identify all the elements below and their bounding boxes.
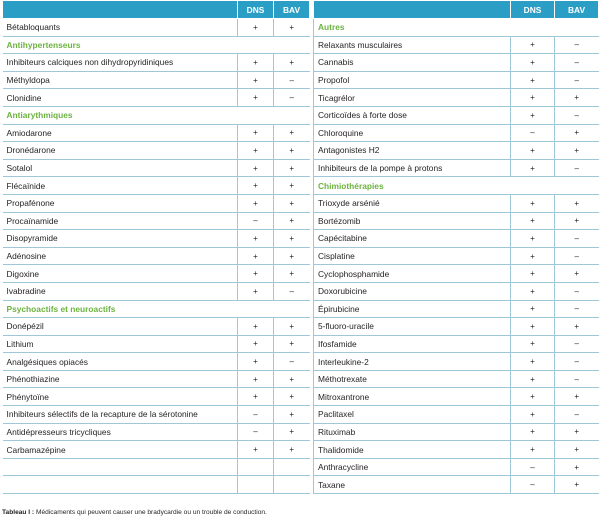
right-bav-flag: – [555,71,599,89]
left-dns-flag: + [238,388,274,406]
right-dns-flag: + [511,54,555,72]
right-dns-flag: + [511,230,555,248]
right-bav-flag: + [555,458,599,476]
right-bav-flag: + [555,441,599,459]
right-bav-flag: + [555,265,599,283]
left-bav-flag: + [274,388,310,406]
table-header-row [3,1,599,19]
left-dns-flag: + [238,19,274,37]
table-row [3,282,599,300]
left-bav-flag: – [274,353,310,371]
right-drug-name: Cisplatine [314,247,511,265]
left-bav-flag: + [274,370,310,388]
right-drug-name: Taxane [314,476,511,494]
right-bav-flag: – [555,36,599,54]
table-row [3,441,599,459]
right-bav-flag: – [555,335,599,353]
left-drug-name: Méthyldopa [3,71,238,89]
left-dns-flag: + [238,318,274,336]
right-bav-flag: – [555,230,599,248]
right-dns-flag: + [511,89,555,107]
caption-label: Tableau I : [2,509,35,516]
left-dns-flag: + [238,370,274,388]
right-bav-flag: + [555,388,599,406]
right-section-heading: Chimiothérapies [314,177,599,195]
table-body [3,19,599,494]
left-bav-flag: + [274,265,310,283]
left-bav-flag: – [274,89,310,107]
right-bav-flag: + [555,194,599,212]
caption-text: Médicaments qui peuvent causer une bradycardie ou un trouble de conduction. [34,509,267,516]
left-bav-flag: + [274,124,310,142]
left-bav-flag: + [274,441,310,459]
left-bav-flag: + [274,212,310,230]
left-drug-name: Carbamazépine [3,441,238,459]
table-row [3,370,599,388]
left-drug-name [3,458,238,476]
right-drug-name: Méthotrexate [314,370,511,388]
left-bav-flag: + [274,194,310,212]
right-drug-name: Rituximab [314,423,511,441]
table-row [3,124,599,142]
table-row [3,89,599,107]
table-row [3,71,599,89]
left-dns-flag [238,476,274,494]
left-drug-name: Phénothiazine [3,370,238,388]
right-dns-flag: – [511,476,555,494]
left-dns-flag: + [238,124,274,142]
right-bav-flag: – [555,282,599,300]
left-dns-flag: + [238,335,274,353]
right-section-heading: Autres [314,19,599,37]
right-bav-flag: – [555,353,599,371]
left-dns-flag: + [238,54,274,72]
right-drug-name: Doxorubicine [314,282,511,300]
right-drug-name: Épirubicine [314,300,511,318]
left-drug-name: Antidépresseurs tricycliques [3,423,238,441]
right-bav-flag: – [555,406,599,424]
right-dns-flag: + [511,71,555,89]
left-drug-name: Amiodarone [3,124,238,142]
right-drug-name: Ticagrélor [314,89,511,107]
left-bav-flag: – [274,71,310,89]
table-row [3,159,599,177]
left-drug-name: Procaïnamide [3,212,238,230]
right-drug-name: Trioxyde arsénié [314,194,511,212]
right-bav-flag: + [555,124,599,142]
left-drug-name: Sotalol [3,159,238,177]
left-name-header [3,1,238,19]
table-row [3,177,599,195]
left-drug-name: Phénytoïne [3,388,238,406]
right-bav-flag: + [555,423,599,441]
left-bav-flag: + [274,19,310,37]
right-dns-flag: + [511,388,555,406]
right-dns-flag: + [511,159,555,177]
right-dns-flag: + [511,406,555,424]
right-drug-name: Relaxants musculaires [314,36,511,54]
table-row [3,19,599,37]
left-drug-name: Analgésiques opiacés [3,353,238,371]
right-bav-flag: – [555,159,599,177]
right-drug-name: Bortézomib [314,212,511,230]
right-drug-name: Cyclophosphamide [314,265,511,283]
left-drug-name: Lithium [3,335,238,353]
left-dns-flag: + [238,265,274,283]
left-dns-flag: + [238,177,274,195]
left-bav-flag: + [274,335,310,353]
right-bav-flag: + [555,476,599,494]
right-dns-flag: + [511,423,555,441]
right-drug-name: Interleukine-2 [314,353,511,371]
right-dns-flag: + [511,318,555,336]
table-row [3,212,599,230]
left-section-heading: Antiarythmiques [3,106,310,124]
right-bav-flag: – [555,106,599,124]
right-dns-flag: + [511,282,555,300]
left-drug-name: Bétabloquants [3,19,238,37]
left-dns-flag: + [238,142,274,160]
table-row [3,54,599,72]
right-drug-name: 5-fluoro-uracile [314,318,511,336]
left-dns-flag: + [238,353,274,371]
left-bav-flag: + [274,159,310,177]
left-bav-flag [274,458,310,476]
right-bav-flag: – [555,370,599,388]
left-bav-flag: + [274,247,310,265]
table-row [3,247,599,265]
right-dns-flag: + [511,36,555,54]
left-drug-name: Disopyramide [3,230,238,248]
table-row [3,194,599,212]
right-dns-flag: + [511,353,555,371]
left-drug-name [3,476,238,494]
left-drug-name: Adénosine [3,247,238,265]
left-dns-flag: – [238,406,274,424]
right-drug-name: Antagonistes H2 [314,142,511,160]
left-bav-flag: + [274,318,310,336]
left-bav-flag: – [274,282,310,300]
right-drug-name: Anthracycline [314,458,511,476]
right-dns-flag: + [511,300,555,318]
left-dns-flag: + [238,89,274,107]
left-dns-flag: + [238,71,274,89]
right-bav-flag: – [555,54,599,72]
drug-table [2,0,599,494]
right-dns-flag: + [511,247,555,265]
table-row [3,335,599,353]
left-bav-flag: + [274,230,310,248]
table-row [3,106,599,124]
table-row [3,36,599,54]
left-section-heading: Antihypertenseurs [3,36,310,54]
right-bav-flag: + [555,142,599,160]
left-dns-flag: – [238,212,274,230]
table-row [3,423,599,441]
left-bav-flag: + [274,142,310,160]
left-dns-flag: – [238,423,274,441]
right-dns-flag: + [511,265,555,283]
left-bav-flag: + [274,54,310,72]
right-drug-name: Chloroquine [314,124,511,142]
left-drug-name: Propafénone [3,194,238,212]
table-row [3,406,599,424]
right-drug-name: Corticoïdes à forte dose [314,106,511,124]
table-caption [2,509,267,516]
left-drug-name: Digoxine [3,265,238,283]
right-bav-header: BAV [555,1,599,19]
table-row [3,476,599,494]
table-row [3,388,599,406]
table-row [3,300,599,318]
right-dns-flag: – [511,458,555,476]
right-dns-flag: + [511,212,555,230]
left-dns-flag: + [238,159,274,177]
right-drug-name: Thalidomide [314,441,511,459]
right-drug-name: Paclitaxel [314,406,511,424]
left-bav-header: BAV [274,1,310,19]
left-dns-flag [238,458,274,476]
right-bav-flag: + [555,89,599,107]
left-dns-flag: + [238,194,274,212]
left-bav-flag [274,476,310,494]
right-drug-name: Ifosfamide [314,335,511,353]
left-drug-name: Dronédarone [3,142,238,160]
left-bav-flag: + [274,423,310,441]
right-dns-header: DNS [511,1,555,19]
table-row [3,318,599,336]
table-row [3,353,599,371]
left-bav-flag: + [274,406,310,424]
right-bav-flag: – [555,247,599,265]
left-section-heading: Psychoactifs et neuroactifs [3,300,310,318]
left-drug-name: Clonidine [3,89,238,107]
right-drug-name: Mitroxantrone [314,388,511,406]
table-row [3,458,599,476]
left-drug-name: Ivabradine [3,282,238,300]
right-bav-flag: – [555,300,599,318]
left-bav-flag: + [274,177,310,195]
right-drug-name: Inhibiteurs de la pompe à protons [314,159,511,177]
left-dns-flag: + [238,282,274,300]
right-bav-flag: + [555,212,599,230]
right-drug-name: Propofol [314,71,511,89]
right-dns-flag: – [511,124,555,142]
table-row [3,265,599,283]
left-drug-name: Flécaïnide [3,177,238,195]
left-drug-name: Donépézil [3,318,238,336]
left-dns-flag: + [238,247,274,265]
table-row [3,230,599,248]
right-drug-name: Capécitabine [314,230,511,248]
right-name-header [314,1,511,19]
left-drug-name: Inhibiteurs calciques non dihydropyridiniques [3,54,238,72]
table-row [3,142,599,160]
right-dns-flag: + [511,194,555,212]
left-dns-header: DNS [238,1,274,19]
right-dns-flag: + [511,370,555,388]
right-bav-flag: + [555,318,599,336]
left-dns-flag: + [238,230,274,248]
right-drug-name: Cannabis [314,54,511,72]
right-dns-flag: + [511,441,555,459]
left-drug-name: Inhibiteurs sélectifs de la recapture de la sérotonine [3,406,238,424]
right-dns-flag: + [511,142,555,160]
left-dns-flag: + [238,441,274,459]
right-dns-flag: + [511,106,555,124]
right-dns-flag: + [511,335,555,353]
